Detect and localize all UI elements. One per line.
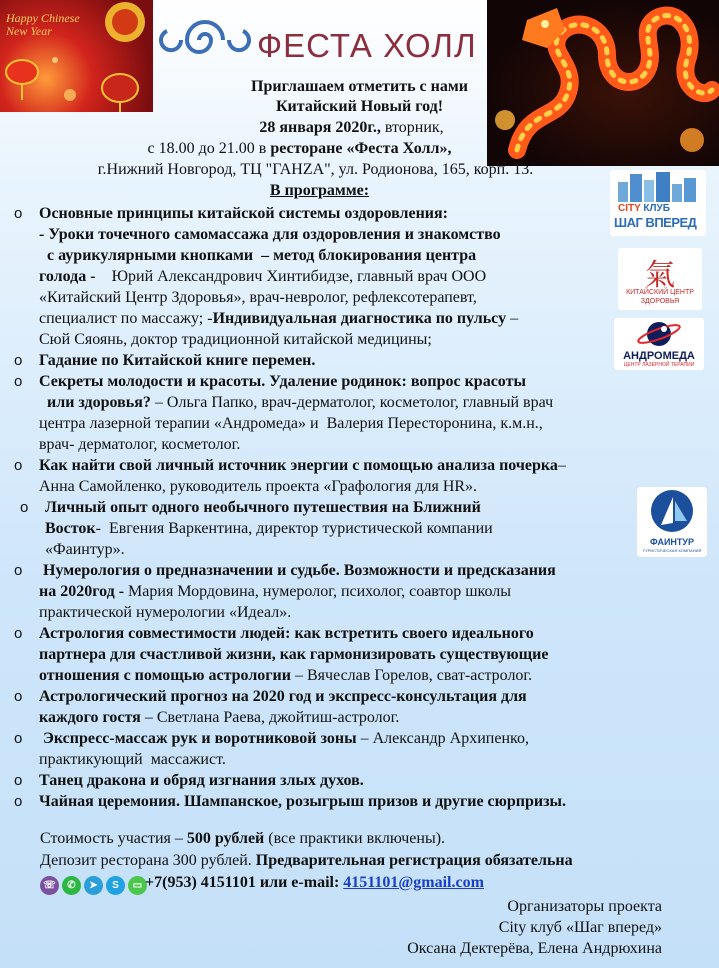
item-line bbox=[39, 247, 674, 268]
item-text: Сюй Сяоянь, доктор традиционной китайской медицины; bbox=[39, 331, 432, 348]
item-line bbox=[39, 289, 674, 310]
item-line bbox=[39, 625, 674, 646]
item-bold-text: Танец дракона и обряд изгнания злых духов. bbox=[39, 772, 364, 789]
item-line bbox=[39, 226, 674, 247]
program-item bbox=[14, 625, 674, 688]
item-bold-text: Гадание по Китайской книге перемен. bbox=[39, 352, 316, 369]
price-plain: Стоимость участия – bbox=[40, 830, 187, 847]
faintur-name: ФАИНТУР bbox=[649, 537, 695, 547]
item-line bbox=[39, 331, 674, 352]
deposit-plain: Депозит ресторана 300 рублей. bbox=[40, 852, 256, 869]
city-club-logo bbox=[610, 170, 706, 236]
time-bold: ресторане «Феста Холл», bbox=[270, 140, 452, 157]
bullet-marker: o bbox=[14, 562, 23, 579]
item-bold-text: с аурикулярными кнопками – метод блокирования центра bbox=[39, 247, 477, 264]
item-bold-text: Астрологический прогноз на 2020 год и экспресс-консультация для bbox=[39, 688, 527, 705]
item-line bbox=[39, 667, 674, 688]
item-line bbox=[39, 793, 674, 814]
faintur-logo bbox=[637, 487, 707, 557]
item-line bbox=[39, 751, 674, 772]
item-line bbox=[39, 772, 674, 793]
chinese-glyph: 氣 bbox=[645, 258, 675, 293]
item-text: «Китайский Центр Здоровья», врач-невролог, рефлексотерапевт, bbox=[39, 289, 477, 306]
item-text: Юрий Александрович Хинтибидзе, главный врач ООО bbox=[99, 268, 487, 285]
bullet-marker: o bbox=[14, 772, 23, 789]
item-line bbox=[39, 688, 674, 709]
program-title: В программе: bbox=[269, 182, 370, 199]
item-line bbox=[39, 646, 674, 667]
item-text: – Вячеслав Горелов, сват-астролог. bbox=[291, 667, 533, 684]
item-text: практикующий массажист. bbox=[39, 751, 226, 768]
item-bold-text: - Уроки точечного самомассажа для оздоровления и знакомство bbox=[39, 226, 501, 243]
price-rest: (все практики включены). bbox=[264, 830, 446, 847]
program-item bbox=[14, 730, 674, 772]
invite-line-2: Китайский Новый год! bbox=[275, 98, 444, 115]
city-club-bottom: ШАГ ВПЕРЕД bbox=[614, 215, 697, 230]
item-line bbox=[39, 352, 674, 373]
item-line bbox=[39, 562, 674, 583]
item-line bbox=[39, 373, 674, 394]
item-bold-text: Чайная церемония. Шампанское, розыгрыш призов и другие сюрпризы. bbox=[39, 793, 567, 810]
greeting-caption: Happy Chinese New Year bbox=[6, 11, 80, 38]
item-text: – bbox=[557, 457, 566, 474]
item-bold-text: Экспресс-массаж рук и воротниковой зоны bbox=[39, 730, 357, 747]
city-club-top: CITY bbox=[618, 203, 641, 214]
program-item bbox=[14, 772, 674, 793]
item-bold-text: на 2020год - bbox=[39, 583, 129, 600]
price-line bbox=[40, 830, 445, 848]
item-bold-text: партнера для счастливой жизни, как гармонизировать существующие bbox=[39, 646, 549, 663]
program-item bbox=[14, 688, 674, 730]
bullet-marker: o bbox=[14, 793, 23, 810]
item-bold-text: отношения с помощью астрологии bbox=[39, 667, 291, 684]
event-address: г.Нижний Новгород, ТЦ "ГАНZА", ул. Родионова, 165, корп. 13. bbox=[97, 161, 534, 178]
item-line bbox=[45, 520, 674, 541]
chinese-center-text: КИТАЙСКИЙ ЦЕНТР ЗДОРОВЬЯ bbox=[626, 289, 694, 305]
chinese-health-center-logo bbox=[618, 248, 702, 310]
item-text: Мария Мордовина, нумеролог, психолог, соавтор школы bbox=[128, 583, 512, 600]
date-rest: вторник, bbox=[380, 119, 444, 136]
viber-icon[interactable]: ☏ bbox=[40, 876, 59, 895]
deposit-line bbox=[40, 852, 573, 870]
item-line bbox=[39, 268, 674, 289]
bullet-marker: o bbox=[14, 352, 23, 369]
telegram-icon[interactable]: ➤ bbox=[84, 876, 103, 895]
item-line bbox=[45, 541, 674, 562]
program-item bbox=[14, 562, 674, 625]
item-bold-text: Астрология совместимости людей: как встретить своего идеального bbox=[39, 625, 534, 642]
bullet-marker: o bbox=[14, 730, 23, 747]
item-text: Анна Самойленко, руководитель проекта «Графология для HR». bbox=[39, 478, 478, 495]
item-bold-text: Как найти свой личный источник энергии с помощью анализа почерка bbox=[39, 457, 558, 474]
organizer-names: Оксана Дектерёва, Елена Андрюхина bbox=[407, 940, 662, 957]
item-bold-text: голода - bbox=[39, 268, 100, 285]
andromeda-sub: ЦЕНТР ЛАЗЕРНОЙ ТЕРАПИИ bbox=[623, 362, 695, 368]
bullet-marker: o bbox=[20, 499, 29, 516]
item-line bbox=[39, 730, 674, 751]
andromeda-name: АНДРОМЕДА bbox=[623, 350, 695, 362]
item-line bbox=[39, 604, 674, 625]
item-text: – bbox=[506, 310, 519, 327]
date-bold: 28 января 2020г., bbox=[259, 119, 381, 136]
sms-icon[interactable]: ▭ bbox=[128, 876, 147, 895]
item-bold-text: Восток bbox=[45, 520, 96, 537]
item-text: – Ольга Папко, врач-дерматолог, косметолог, главный врач bbox=[150, 394, 554, 411]
bullet-marker: o bbox=[14, 688, 23, 705]
city-club-mid: КЛУБ bbox=[643, 203, 670, 214]
bullet-marker: o bbox=[14, 457, 23, 474]
item-bold-text: Основные принципы китайской системы оздоровления: bbox=[39, 205, 448, 222]
contact-phone: +7(953) 4151101 или e-mail: bbox=[145, 874, 344, 891]
item-text: практической нумерологии «Идеал». bbox=[39, 604, 292, 621]
item-line bbox=[39, 709, 674, 730]
program-item bbox=[14, 352, 674, 373]
bullet-marker: o bbox=[14, 625, 23, 642]
program-item bbox=[14, 373, 674, 457]
skype-icon[interactable]: S bbox=[106, 876, 125, 895]
time-plain: с 18.00 до 21.00 в bbox=[147, 140, 271, 157]
item-text: – Александр Архипенко, bbox=[356, 730, 529, 747]
organizer-club: City клуб «Шаг вперед» bbox=[498, 919, 662, 936]
festa-hall-logo bbox=[155, 10, 485, 70]
item-text: – Светлана Раева, джойтиш-астролог. bbox=[140, 709, 400, 726]
program-list bbox=[14, 205, 674, 814]
item-line bbox=[39, 394, 674, 415]
contact-line bbox=[145, 874, 484, 892]
program-item bbox=[20, 499, 674, 562]
item-line bbox=[45, 499, 674, 520]
invite-line-1: Приглашаем отметить с нами bbox=[251, 78, 468, 95]
item-text: центра лазерной терапии «Андромеда» и Валерия Пересторонина, к.м.н., bbox=[39, 415, 543, 432]
item-line bbox=[39, 478, 674, 499]
item-bold-text: или здоровья? bbox=[39, 394, 151, 411]
item-text: - Евгения Варкентина, директор туристической компании bbox=[95, 520, 493, 537]
item-text: «Фаинтур». bbox=[45, 541, 125, 558]
item-bold-text: Нумерология о предназначении и судьбе. Возможности и предсказания bbox=[39, 562, 556, 579]
item-text: врач- дерматолог, косметолог. bbox=[39, 436, 241, 453]
bullet-marker: o bbox=[14, 373, 23, 390]
andromeda-logo bbox=[614, 318, 704, 370]
item-line bbox=[39, 310, 674, 331]
logo-text: ФЕСТА ХОЛЛ bbox=[257, 27, 477, 64]
item-bold-text: Личный опыт одного необычного путешествия на Ближний bbox=[45, 499, 481, 516]
item-line bbox=[39, 583, 674, 604]
event-time bbox=[0, 140, 659, 158]
program-item bbox=[14, 793, 674, 814]
item-line bbox=[39, 205, 674, 226]
item-bold-text: Секреты молодости и красоты. Удаление родинок: вопрос красоты bbox=[39, 373, 526, 390]
item-bold-text: каждого гостя bbox=[39, 709, 141, 726]
organizers-label: Организаторы проекта bbox=[507, 898, 662, 915]
item-text: специалист по массажу; - bbox=[39, 310, 213, 327]
item-line bbox=[39, 436, 674, 457]
deposit-bold: Предварительная регистрация обязательна bbox=[255, 852, 573, 869]
email-link[interactable]: 4151101@gmail.com bbox=[343, 874, 484, 891]
whatsapp-icon[interactable]: ✆ bbox=[62, 876, 81, 895]
item-bold-text: Индивидуальная диагностика по пульсу bbox=[212, 310, 507, 327]
price-bold: 500 рублей bbox=[186, 830, 265, 847]
program-item bbox=[14, 205, 674, 352]
program-item bbox=[14, 457, 674, 499]
event-date bbox=[0, 119, 711, 137]
item-line bbox=[39, 415, 674, 436]
messenger-icons bbox=[40, 876, 147, 895]
item-line bbox=[39, 457, 674, 478]
faintur-sub: ТУРИСТИЧЕСКАЯ КОМПАНИЯ bbox=[642, 548, 702, 553]
bullet-marker: o bbox=[14, 205, 23, 222]
